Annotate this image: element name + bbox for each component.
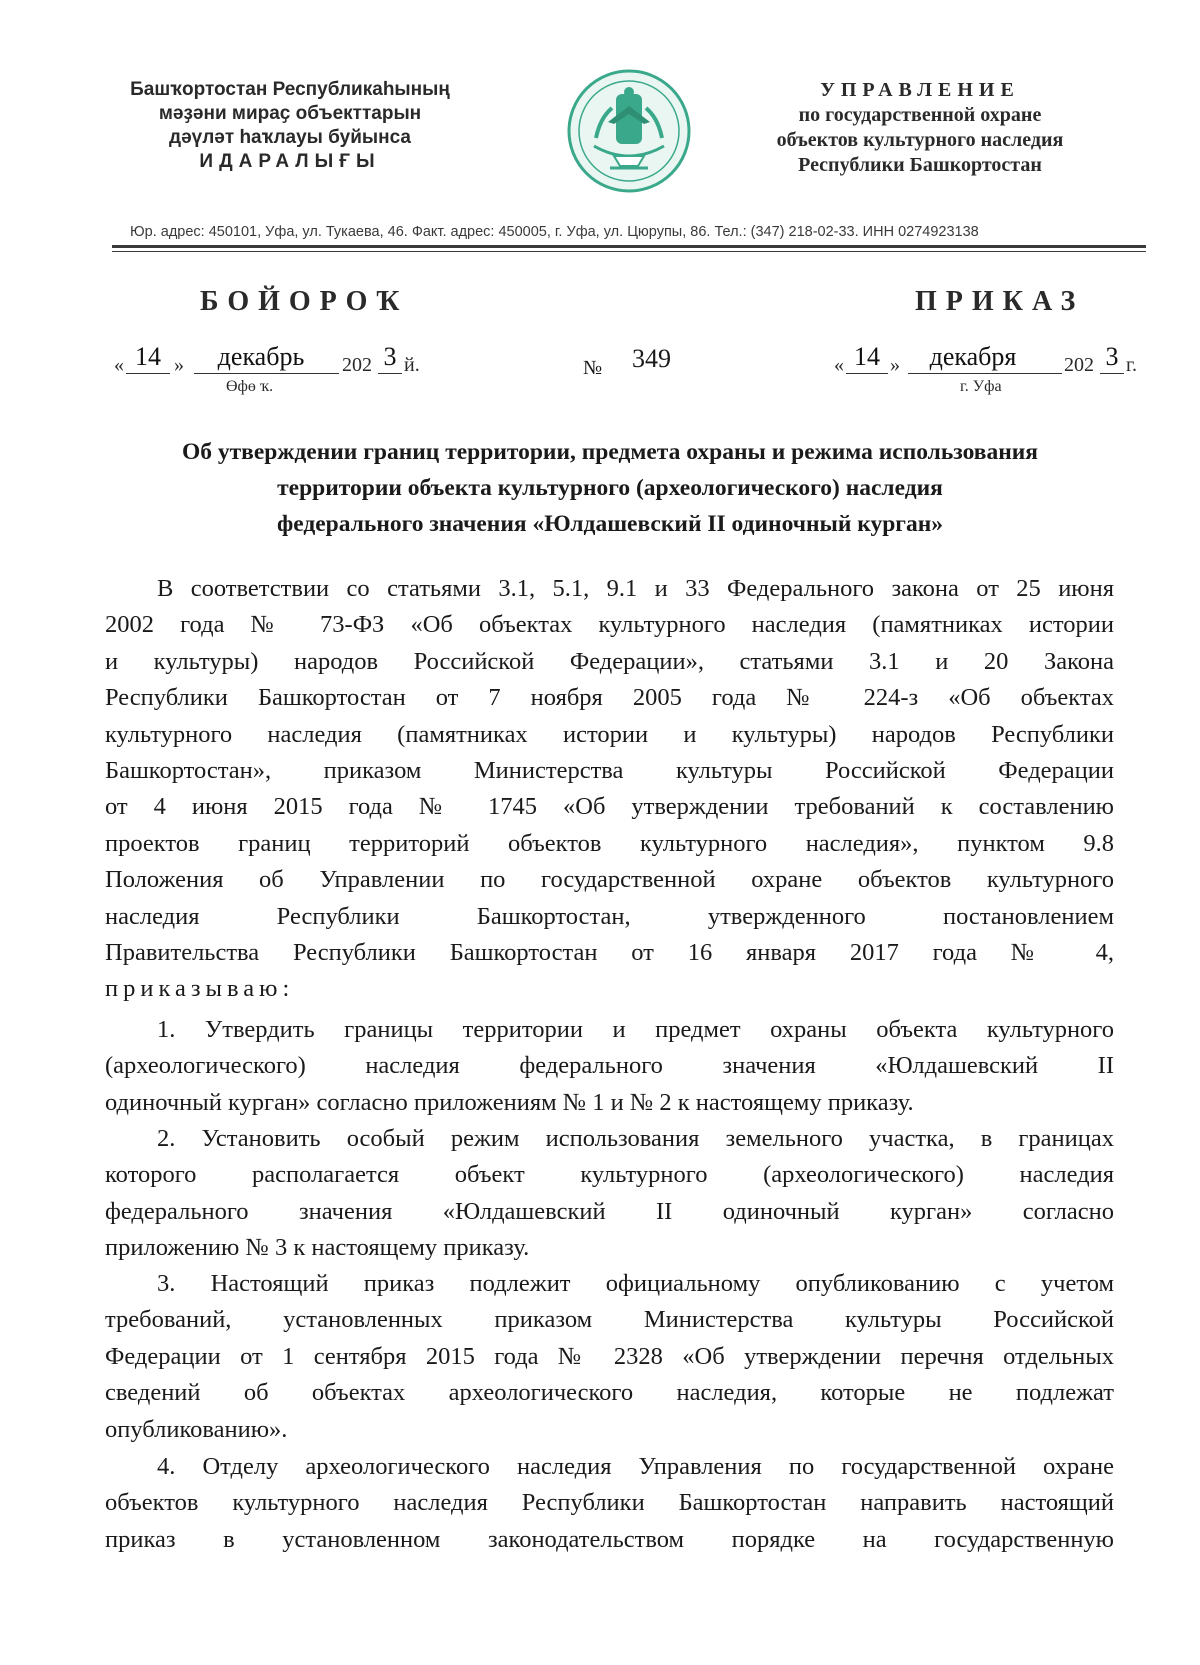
- date-year-digit: 3: [1105, 342, 1119, 371]
- order-number-label: №: [583, 357, 603, 379]
- text-line: культурного наследия (памятниках истории и культуры) народов Республики: [105, 720, 1114, 748]
- date-suffix: й.: [404, 354, 420, 376]
- letterhead-bashkir-line: Башҡортостан Республикаһының: [130, 79, 450, 100]
- order-number: 349: [632, 344, 671, 373]
- text-line: и культуры) народов Российской Федерации», статьями 3.1 и 20 Закона: [105, 647, 1114, 675]
- date-day: 14: [135, 342, 161, 371]
- letterhead-address: Юр. адрес: 450101, Уфа, ул. Тукаева, 46. Факт. адрес: 450005, г. Уфа, ул. Цюрупы, 86. Тел.: (347) 218-02-33. ИНН 0274923138: [130, 224, 979, 240]
- date-underline: [378, 373, 402, 374]
- date-quote-close: »: [890, 354, 900, 376]
- letterhead-russian-line: УПРАВЛЕНИЕ: [820, 79, 1020, 101]
- text-line: В соответствии со статьями 3.1, 5.1, 9.1 и 33 Федерального закона от 25 июня: [157, 575, 1114, 602]
- letterhead-divider: [112, 251, 1146, 252]
- item-text: Установить особый режим использования земельного участка, в границах: [201, 1125, 1115, 1152]
- text-line: Правительства Республики Башкортостан от 16 января 2017 года № 4,: [105, 939, 1114, 967]
- text-line: Башкортостан», приказом Министерства культуры Российской Федерации: [105, 757, 1114, 785]
- order-item-2: [105, 1121, 1114, 1267]
- date-month: декабрь: [217, 342, 305, 371]
- document-title-line: федерального значения «Юлдашевский II одиночный курган»: [276, 511, 944, 537]
- text-line: Республики Башкортостан от 7 ноября 2005 года № 224-з «Об объектах: [105, 684, 1114, 712]
- item-number: 1.: [157, 1016, 176, 1043]
- date-quote-open: «: [114, 354, 124, 376]
- letterhead-bashkir: [100, 78, 480, 174]
- text-line: от 4 июня 2015 года № 1745 «Об утверждении требований к составлению: [105, 793, 1114, 821]
- letterhead-bashkir-line: дәүләт һаҡлауы буйынса: [169, 127, 411, 148]
- text-line: Положения об Управлении по государственной охране объектов культурного: [105, 866, 1114, 894]
- order-title-bashkir: БОЙОРОҠ: [200, 286, 409, 317]
- text-line: [105, 1266, 1114, 1302]
- letterhead-bashkir-line: ИДАРАЛЫҒЫ: [199, 151, 381, 172]
- text-line: [105, 1449, 1114, 1485]
- date-quote-open: «: [834, 354, 844, 376]
- letterhead-russian-line: объектов культурного наследия: [776, 129, 1064, 151]
- text-line: одиночный курган» согласно приложениям № 1 и № 2 к настоящему приказу.: [105, 1088, 914, 1116]
- text-line: [105, 1012, 1114, 1048]
- date-year-prefix: 202: [1064, 354, 1094, 376]
- item-text: Отделу археологического наследия Управления по государственной охране: [202, 1453, 1115, 1480]
- text-line: приказ в установленном законодательством порядке на государственную: [105, 1525, 1114, 1553]
- letterhead-bashkir-line: мәҙәни мираҫ объекттарын: [158, 103, 422, 124]
- letterhead-russian-line: Республики Башкортостан: [798, 154, 1042, 176]
- date-suffix: г.: [1126, 354, 1137, 376]
- date-year-digit: 3: [383, 342, 397, 371]
- date-city: Өфө ҡ.: [226, 378, 274, 395]
- coat-of-arms-icon: [566, 68, 692, 194]
- letterhead-russian: [740, 78, 1100, 178]
- date-quote-close: »: [174, 354, 184, 376]
- document-title-line: Об утверждении границ территории, предмета охраны и режима использования: [181, 439, 1038, 465]
- order-item-3: [105, 1266, 1114, 1448]
- text-line: федерального значения «Юлдашевский II одиночный курган» согласно: [105, 1197, 1114, 1225]
- document-title-line: территории объекта культурного (археологического) наследия: [277, 475, 943, 501]
- item-text: Утвердить границы территории и предмет охраны объекта культурного: [204, 1016, 1114, 1043]
- letterhead-divider: [112, 245, 1146, 248]
- item-text: Настоящий приказ подлежит официальному опубликованию с учетом: [210, 1270, 1114, 1297]
- preamble-paragraph: [105, 571, 1114, 1008]
- text-line: [105, 1121, 1114, 1157]
- date-underline: [1100, 373, 1124, 374]
- order-item-1: [105, 1012, 1114, 1121]
- letterhead-russian-line: по государственной охране: [798, 104, 1042, 126]
- text-line: проектов границ территорий объектов культурного наследия», пунктом 9.8: [105, 829, 1114, 857]
- item-number: 2.: [157, 1125, 176, 1152]
- date-underline: [846, 373, 888, 374]
- date-underline: [194, 373, 339, 374]
- text-line: 2002 года № 73-ФЗ «Об объектах культурного наследия (памятниках истории: [105, 611, 1114, 639]
- text-line: приложению № 3 к настоящему приказу.: [105, 1234, 530, 1262]
- date-day: 14: [854, 342, 880, 371]
- date-year-prefix: 202: [342, 354, 372, 376]
- date-underline: [126, 373, 170, 374]
- order-title-russian: ПРИКАЗ: [915, 286, 1085, 317]
- date-bashkir: [114, 340, 454, 400]
- text-line: (археологического) наследия федерального значения «Юлдашевский II: [105, 1052, 1114, 1080]
- date-city: г. Уфа: [960, 378, 1002, 395]
- date-underline: [908, 373, 1062, 374]
- text-line: объектов культурного наследия Республики Башкортостан направить настоящий: [105, 1489, 1114, 1517]
- text-line: требований, установленных приказом Министерства культуры Российской: [105, 1306, 1114, 1334]
- text-line: сведений об объектах археологического наследия, которые не подлежат: [105, 1379, 1114, 1407]
- item-number: 4.: [157, 1453, 176, 1480]
- text-line: Федерации от 1 сентября 2015 года № 2328 «Об утверждении перечня отдельных: [105, 1342, 1114, 1370]
- text-line: которого располагается объект культурного (археологического) наследия: [105, 1161, 1114, 1189]
- order-item-4: [105, 1449, 1114, 1558]
- date-month: декабря: [929, 342, 1017, 371]
- date-russian: [834, 340, 1164, 400]
- order-word: приказываю:: [105, 975, 295, 1003]
- text-line: наследия Республики Башкортостан, утвержденного постановлением: [105, 902, 1114, 930]
- item-number: 3.: [157, 1270, 176, 1297]
- document-title: [105, 434, 1115, 542]
- text-line: опубликованию».: [105, 1415, 288, 1443]
